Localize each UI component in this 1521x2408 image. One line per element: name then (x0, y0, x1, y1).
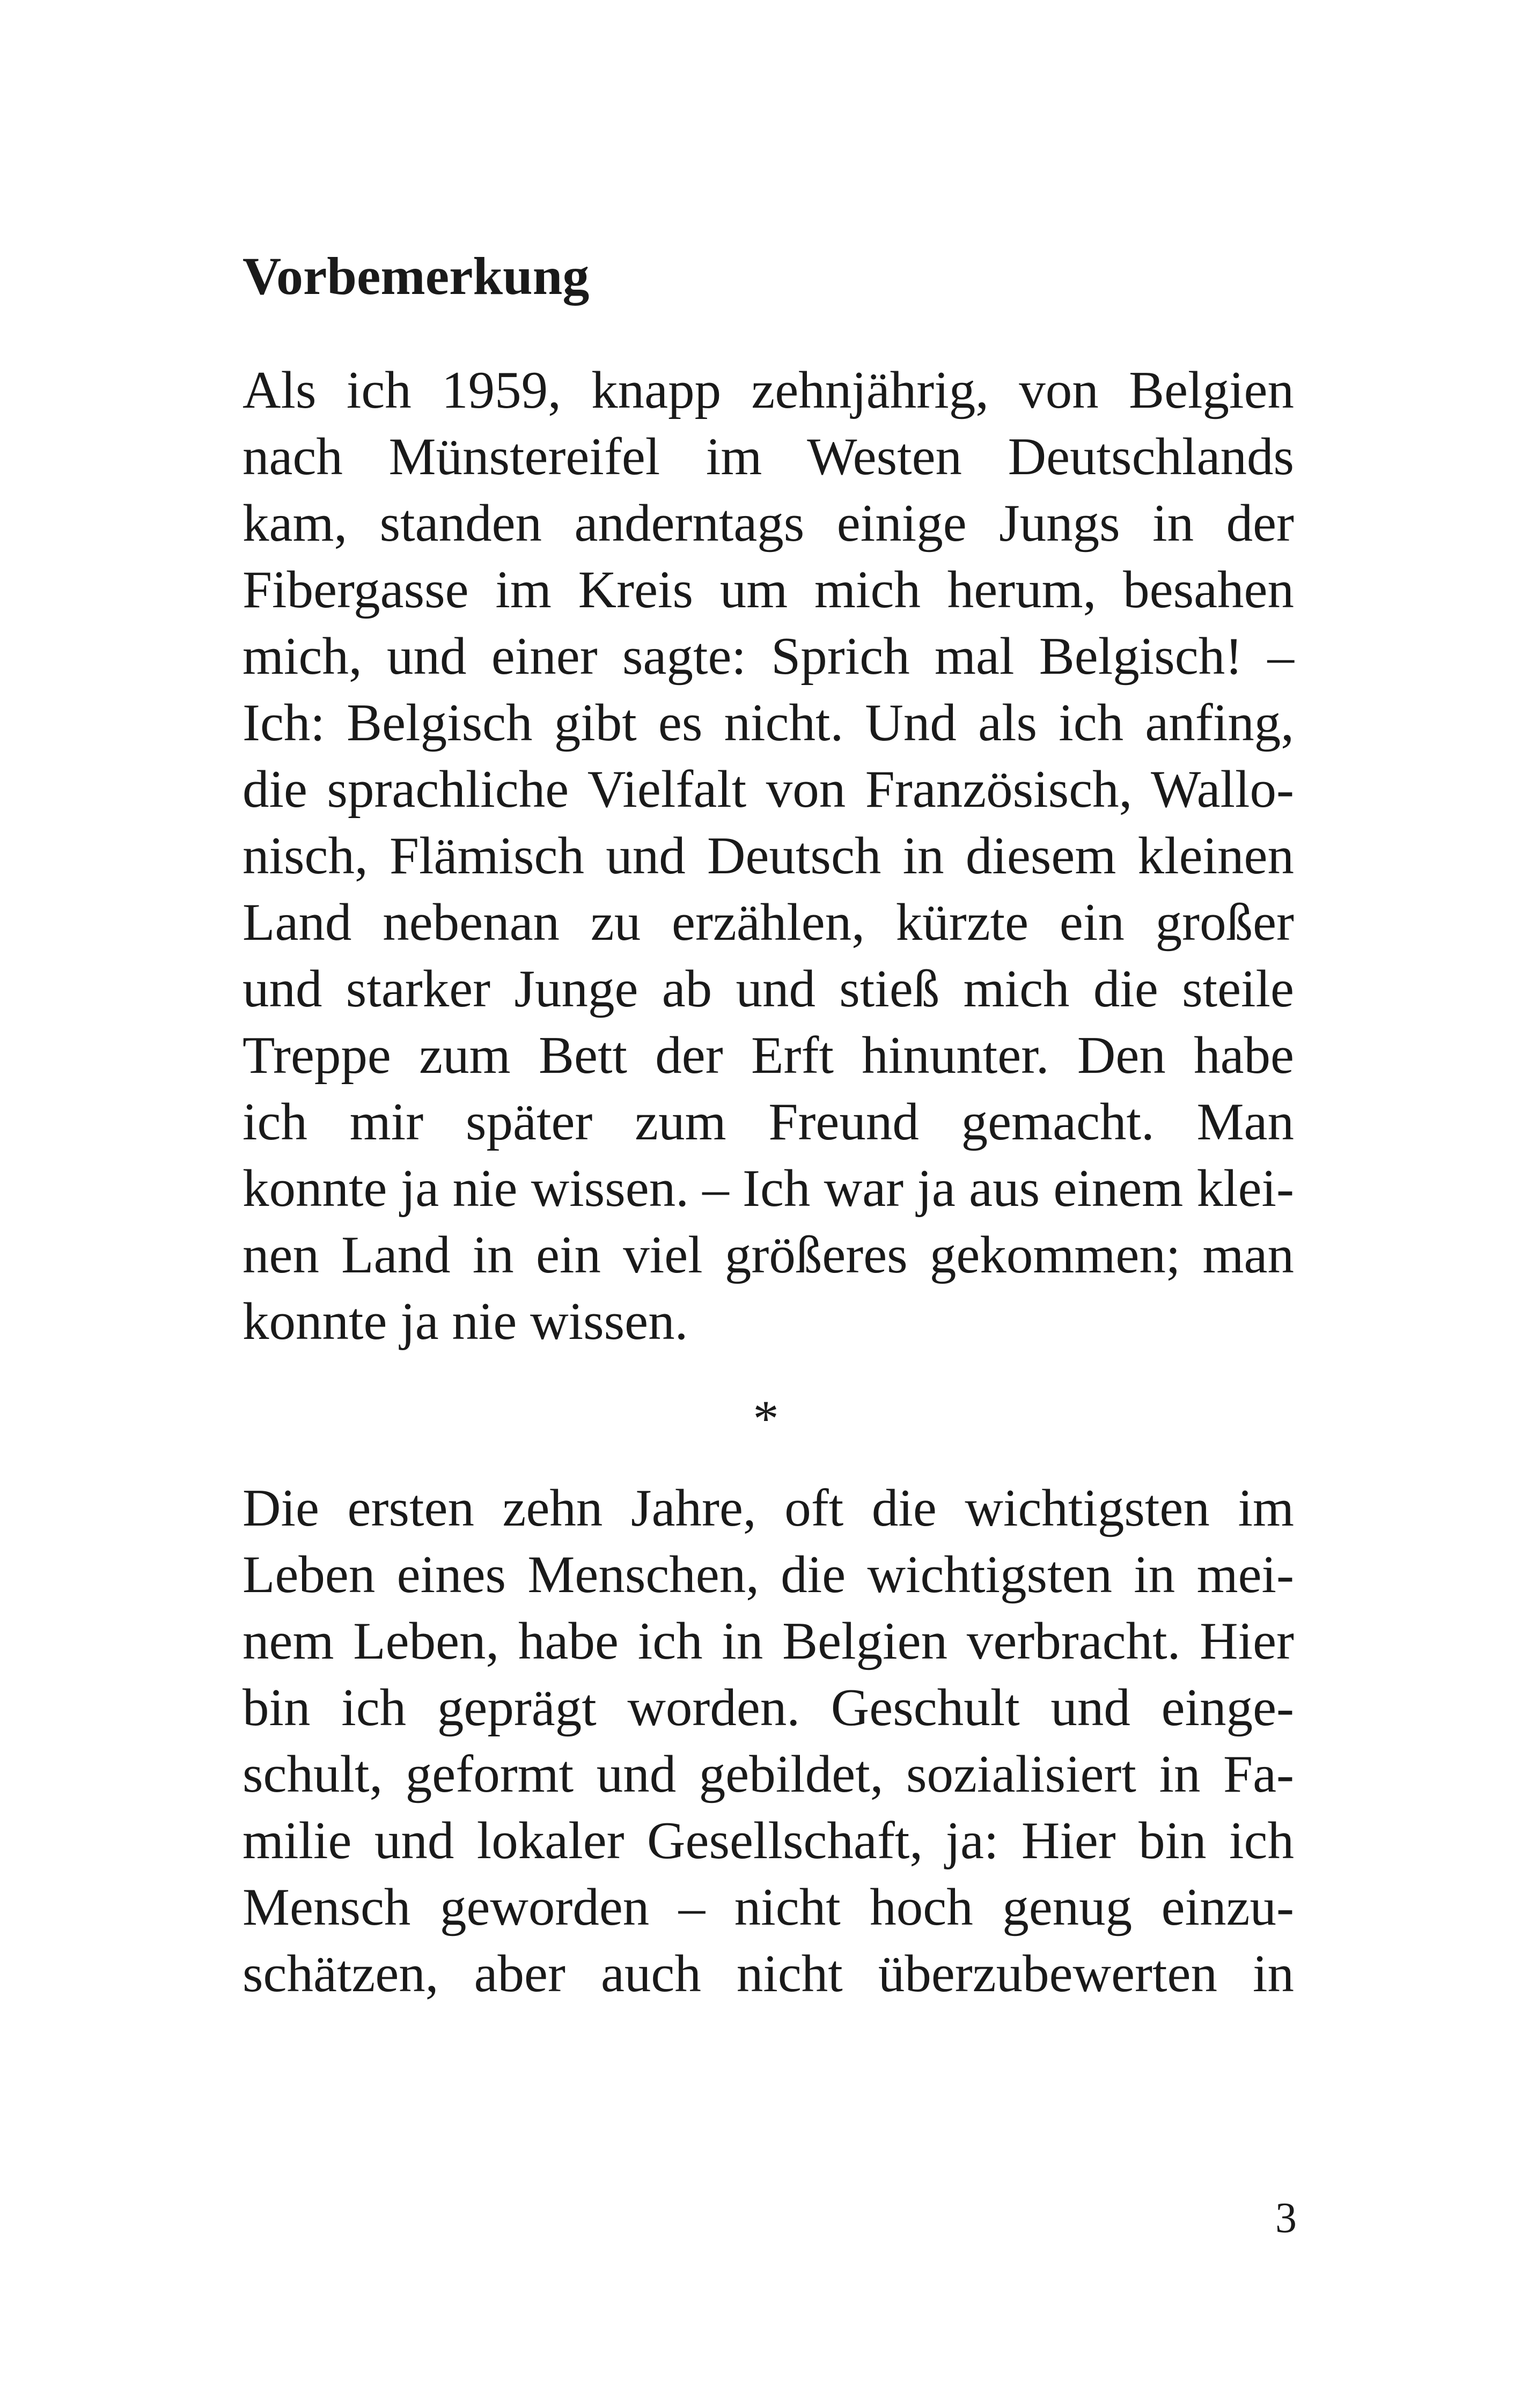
text-line: Als ich 1959, knapp zehnjährig, von Belgien (243, 361, 1294, 419)
text-line: und starker Junge ab und stieß mich die steile (243, 960, 1294, 1018)
text-line: ich mir später zum Freund gemacht. Man (243, 1093, 1294, 1151)
text-line: Fibergasse im Kreis um mich herum, besahen (243, 561, 1294, 619)
page-number: 3 (1275, 2195, 1297, 2242)
text-line: Leben eines Menschen, die wichtigsten in mei- (243, 1545, 1294, 1604)
paragraph-2 (243, 1475, 1294, 2007)
paragraph-1 (243, 357, 1294, 1355)
text-line: Ich: Belgisch gibt es nicht. Und als ich anfing, (243, 694, 1294, 752)
asterisk-separator: * (753, 1390, 779, 1447)
text-line: bin ich geprägt worden. Geschult und einge- (243, 1678, 1294, 1737)
text-line: nen Land in ein viel größeres gekommen; man (243, 1226, 1294, 1284)
text-line: konnte ja nie wissen. (243, 1292, 688, 1351)
text-line: Mensch geworden – nicht hoch genug einzu- (243, 1878, 1294, 1936)
text-line: Die ersten zehn Jahre, oft die wichtigsten im (243, 1479, 1294, 1537)
text-line: nisch, Flämisch und Deutsch in diesem kleinen (243, 827, 1294, 885)
section-separator (0, 1389, 1521, 1448)
text-line: nem Leben, habe ich in Belgien verbracht. Hier (243, 1612, 1294, 1670)
text-line: die sprachliche Vielfalt von Französisch, Wallo- (243, 760, 1294, 819)
text-line: mich, und einer sagte: Sprich mal Belgisch! – (243, 627, 1294, 686)
text-line: kam, standen anderntags einige Jungs in der (243, 494, 1294, 553)
text-line: Land nebenan zu erzählen, kürzte ein großer (243, 893, 1294, 952)
chapter-heading: Vorbemerkung (243, 246, 590, 306)
text-line: milie und lokaler Gesellschaft, ja: Hier bin ich (243, 1811, 1294, 1870)
text-line: Treppe zum Bett der Erft hinunter. Den habe (243, 1026, 1294, 1085)
text-line: konnte ja nie wissen. – Ich war ja aus einem klei- (243, 1159, 1294, 1218)
text-line: schätzen, aber auch nicht überzubewerten in (243, 1945, 1294, 2003)
text-line: schult, geformt und gebildet, sozialisiert in Fa- (243, 1745, 1294, 1803)
text-line: nach Münstereifel im Westen Deutschlands (243, 428, 1294, 486)
